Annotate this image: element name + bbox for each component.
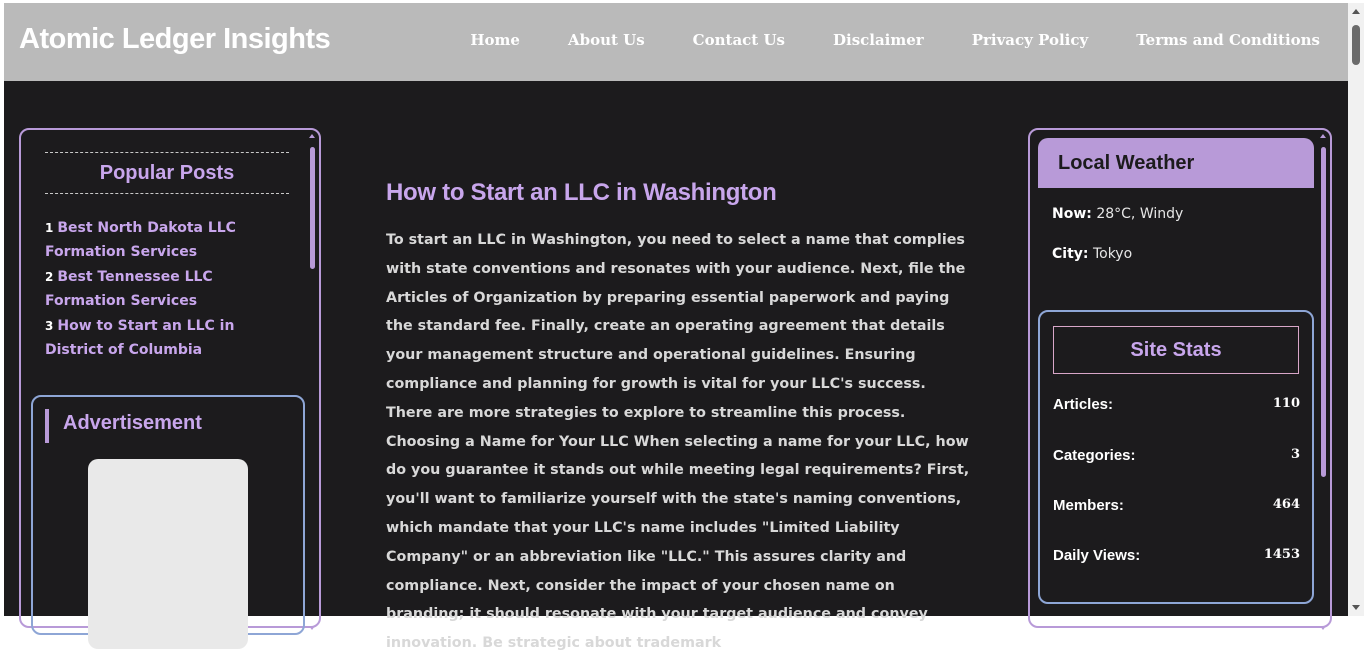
right-sidebar-scrollbar[interactable]: [1321, 144, 1326, 614]
popular-post-link[interactable]: Best North Dakota LLC Formation Services: [45, 220, 236, 260]
popular-post-link[interactable]: How to Start an LLC in District of Columbia: [45, 318, 235, 358]
article-body: To start an LLC in Washington, you need to select a name that complies with state conventions and resonates with your audience. Next, file the Articles of Organization by preparing essential paperwork and paying the standard fee. Finally, create an operating agreement that details your management structure and operational guidelines. Ensuring compliance and planning for growth is vital for your LLC's success. There are more strategies to explore to streamline this process. Choosing a Name for Your LLC When selecting a name for your LLC, how do you guarantee it stands out while meeting legal requirements? First, you'll want to familiarize yourself with the state's naming conventions, which mandate that your LLC's name includes "Limited Liability Company" or an abbreviation like "LLC." This assures clarity and compliance. Next, consider the impact of your chosen name on branding; it should resonate with your target audience and convey innovation. Be strategic about trademark: [386, 232, 970, 652]
post-number: 1: [45, 221, 54, 235]
weather-now-value: 28°C, Windy: [1096, 206, 1184, 222]
scrollbar-thumb[interactable]: [1321, 147, 1326, 477]
scroll-up-icon[interactable]: [1352, 9, 1360, 14]
nav-disclaimer[interactable]: Disclaimer: [832, 31, 924, 49]
scrollbar-thumb[interactable]: [310, 147, 315, 269]
left-sidebar-scrollbar[interactable]: [310, 144, 315, 614]
stat-value: 110: [1272, 396, 1300, 411]
scroll-down-icon[interactable]: [1352, 605, 1360, 610]
nav-about-us[interactable]: About Us: [567, 31, 645, 49]
scrollbar-thumb[interactable]: [1352, 25, 1360, 65]
site-stats-box: [1038, 310, 1314, 604]
stat-label: Articles:: [1053, 396, 1114, 413]
popular-post-link[interactable]: Best Tennessee LLC Formation Services: [45, 269, 213, 309]
site-stats-heading: Site Stats: [1053, 326, 1299, 374]
advertisement-heading: Advertisement: [45, 409, 202, 443]
post-number: 3: [45, 319, 54, 333]
browser-viewport: [4, 3, 1348, 652]
post-number: 2: [45, 270, 54, 284]
article-title: How to Start an LLC in Washington: [386, 179, 777, 206]
nav-privacy-policy[interactable]: Privacy Policy: [971, 31, 1089, 49]
scroll-up-icon[interactable]: [309, 134, 315, 138]
stat-row-articles: [1053, 396, 1300, 413]
stat-row-categories: [1053, 447, 1300, 464]
scroll-up-icon[interactable]: [1320, 134, 1326, 138]
scroll-down-icon[interactable]: [309, 626, 315, 630]
stat-row-daily-views: [1053, 547, 1300, 564]
nav-contact-us[interactable]: Contact Us: [692, 31, 785, 49]
advertisement-box: [31, 395, 305, 635]
popular-posts-list: [45, 216, 295, 363]
left-sidebar: [19, 128, 321, 628]
stat-value: 3: [1290, 447, 1300, 462]
advertisement-slot[interactable]: [88, 459, 248, 649]
weather-heading: Local Weather: [1038, 138, 1314, 188]
stat-value: 464: [1272, 497, 1300, 512]
scroll-down-icon[interactable]: [1320, 626, 1326, 630]
list-item: [45, 216, 295, 264]
weather-city: [1052, 246, 1132, 262]
list-item: [45, 265, 295, 313]
page-scrollbar[interactable]: [1348, 3, 1364, 616]
popular-posts-heading: Popular Posts: [45, 152, 289, 194]
weather-now-label: Now:: [1052, 206, 1092, 222]
weather-city-value: Tokyo: [1092, 246, 1133, 262]
stat-label: Categories:: [1053, 447, 1136, 464]
stat-label: Daily Views:: [1053, 547, 1141, 564]
weather-city-label: City:: [1052, 246, 1089, 262]
stat-row-members: [1053, 497, 1300, 514]
right-sidebar: [1028, 128, 1332, 628]
nav-terms-and-conditions[interactable]: Terms and Conditions: [1136, 31, 1320, 49]
site-brand[interactable]: Atomic Ledger Insights: [19, 23, 331, 55]
stat-label: Members:: [1053, 497, 1124, 514]
weather-now: [1052, 206, 1183, 222]
site-header: [4, 3, 1348, 81]
nav-home[interactable]: Home: [470, 31, 520, 49]
main-nav: [422, 31, 1320, 49]
stat-value: 1453: [1263, 547, 1300, 562]
list-item: [45, 314, 295, 362]
